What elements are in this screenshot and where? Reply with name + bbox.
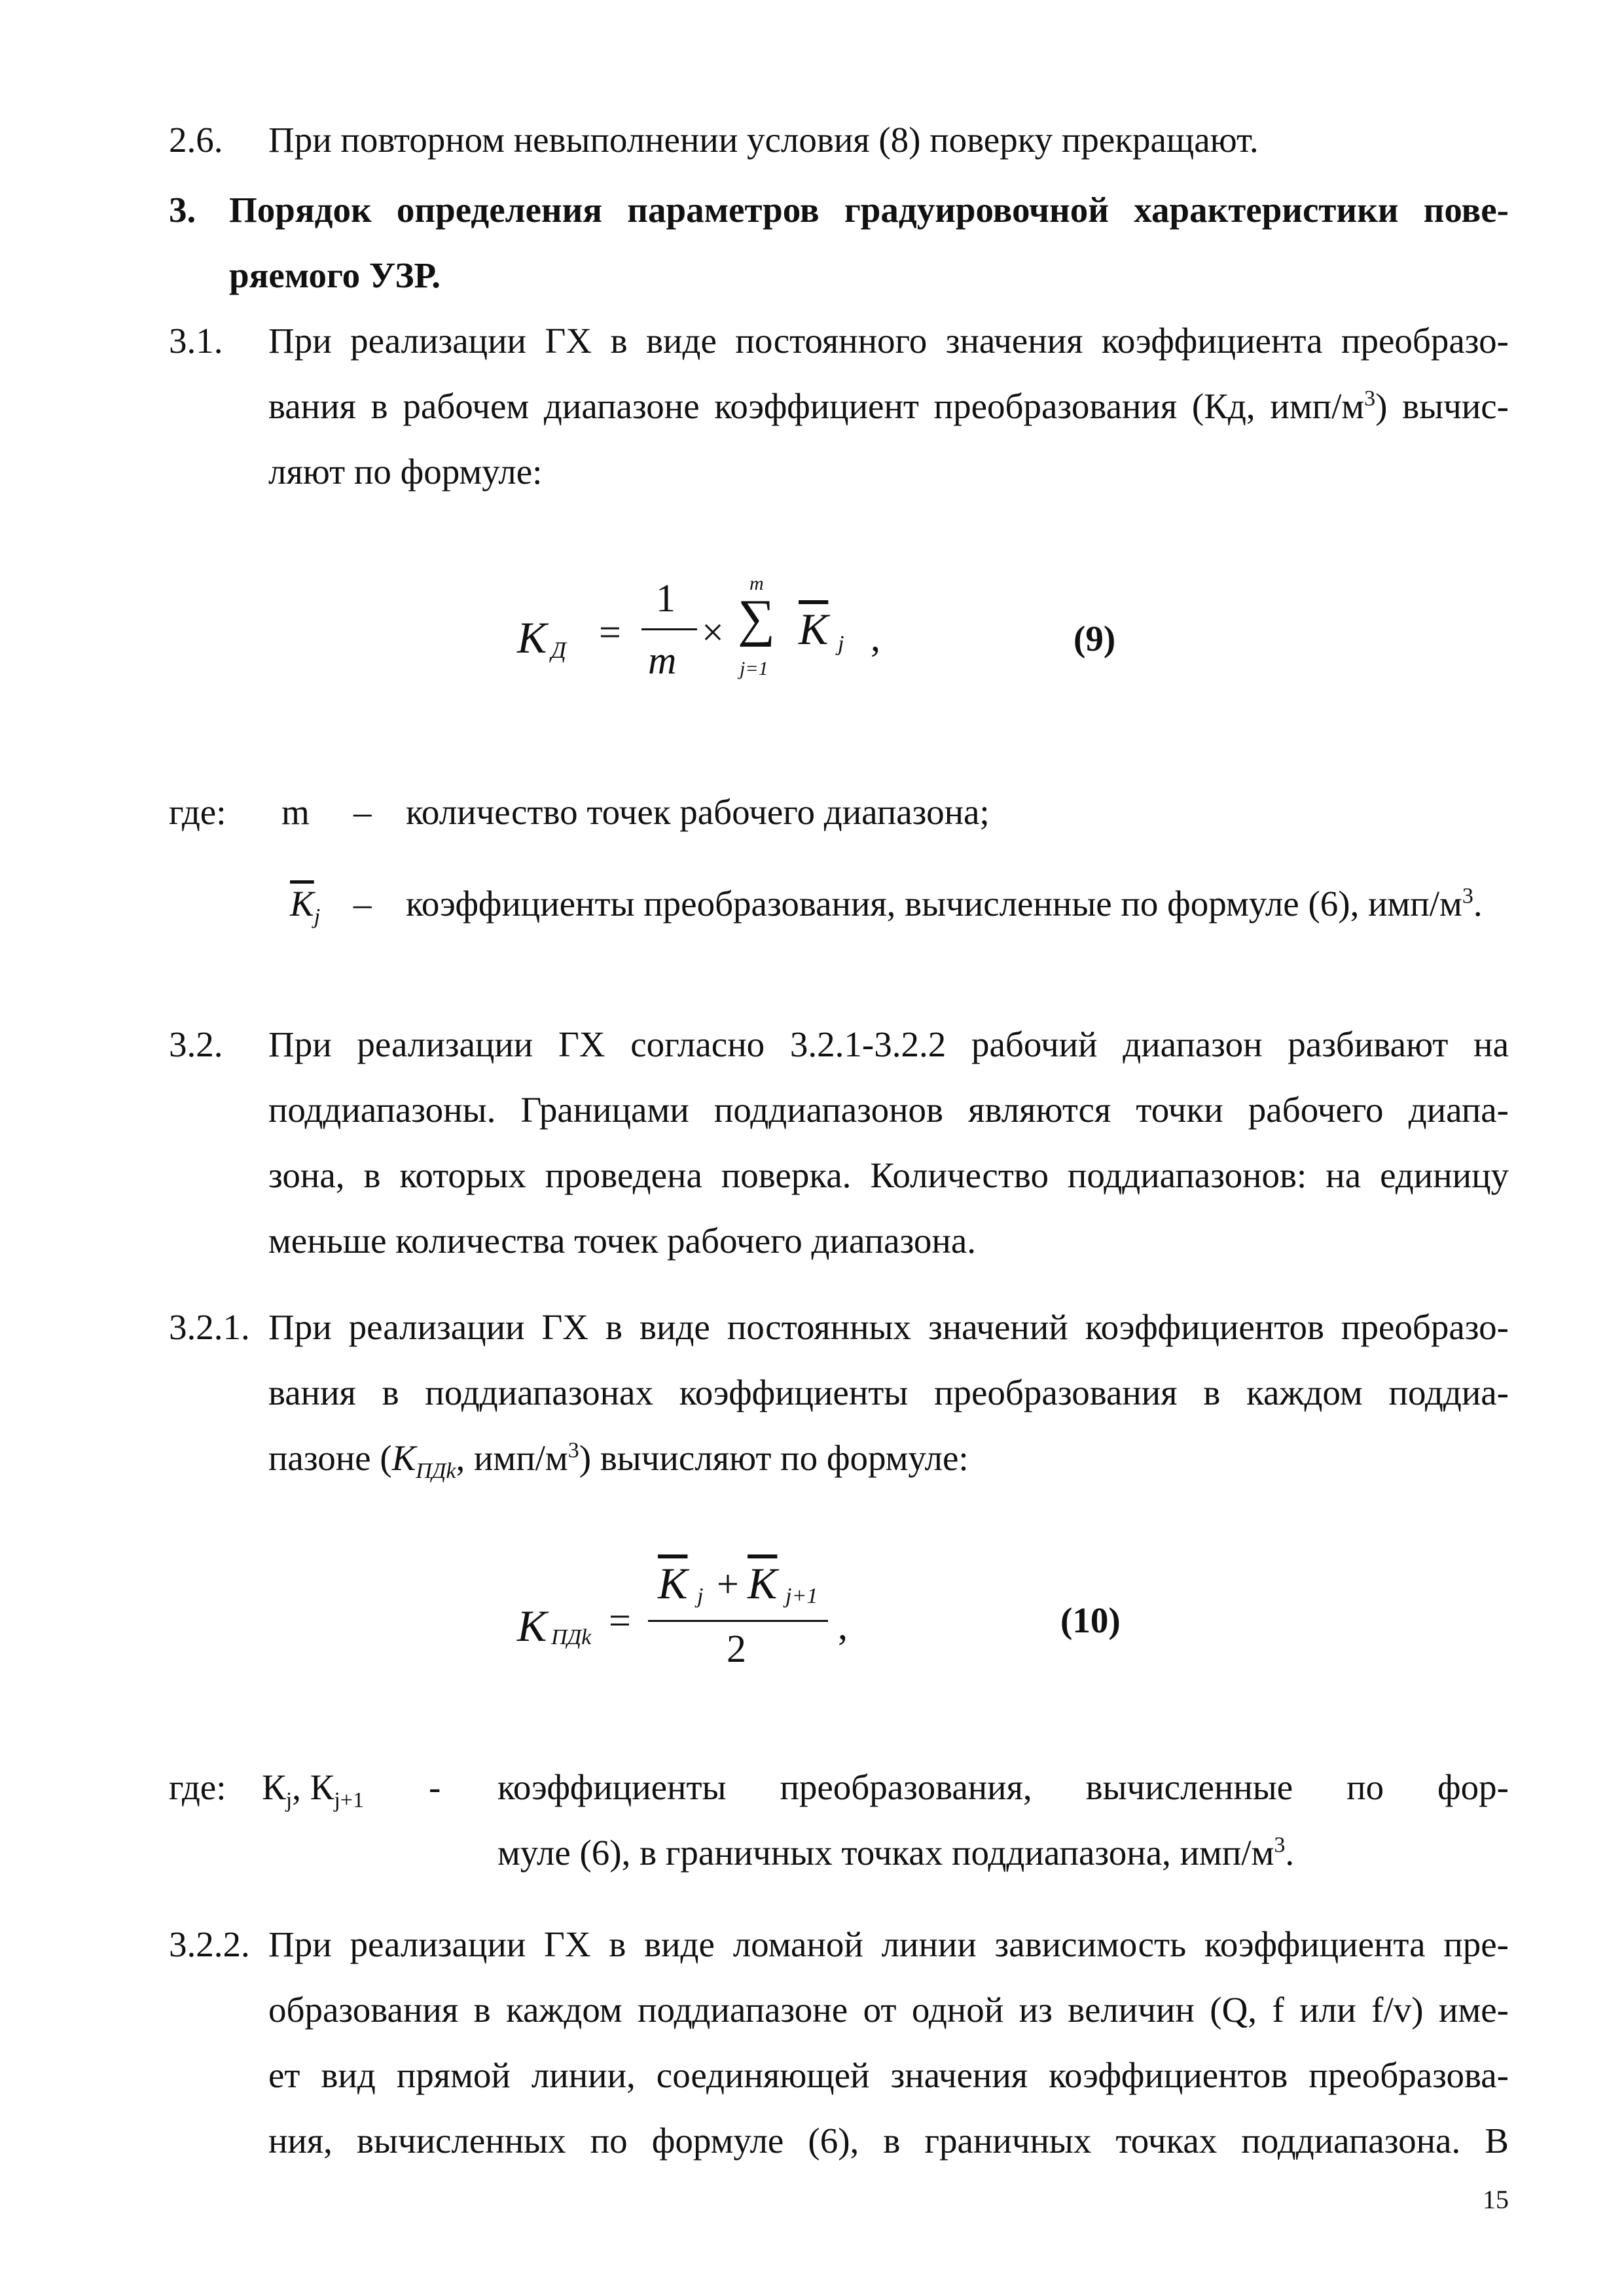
- paragraph-3-2-line4: меньше количества точек рабочего диапазона.: [268, 1221, 976, 1261]
- paragraph-3-2-2-line1: При реализации ГХ в виде ломаной линии зависимость коэффициента пре-: [268, 1924, 1509, 1964]
- where-9-symbol-kj: $\overline{K}_j$: [290, 884, 321, 929]
- paragraph-2-6-text: При повторном невыполнении условия (8) поверку прекращают.: [268, 120, 1259, 160]
- where-10-label: где:: [169, 1767, 226, 1807]
- paragraph-3-2-1-line2: вания в поддиапазонах коэффициенты преобразования в каждом поддиа-: [268, 1373, 1509, 1412]
- paragraph-3-2-1-number: 3.2.1.: [169, 1307, 250, 1347]
- paragraph-3-1-line3: ляют по формуле:: [268, 452, 543, 492]
- where-10-dash: -: [429, 1767, 441, 1807]
- where-10-symbols: $К_j$, $К_{j+1}$: [262, 1767, 364, 1812]
- paragraph-3-1-line1: При реализации ГХ в виде постоянного значения коэффициента преобразо-: [268, 321, 1509, 361]
- section-3-heading-line1: Порядок определения параметров градуировочной характеристики пове-: [229, 190, 1509, 230]
- paragraph-3-1-number: 3.1.: [169, 321, 223, 361]
- paragraph-3-2-line1: При реализации ГХ согласно 3.2.1-3.2.2 рабочий диапазон разбивают на: [268, 1024, 1509, 1064]
- where-9-dash-2: –: [353, 884, 372, 924]
- paragraph-3-2-line2: поддиапазоны. Границами поддиапазонов являются точки рабочего диапа-: [268, 1090, 1509, 1130]
- where-9-label: где:: [169, 792, 226, 832]
- where-9-desc-kj: коэффициенты преобразования, вычисленные по формуле (6), имп/$м^3$.: [406, 884, 1483, 924]
- formula-10: K ПДk = $\overline{K}$ j + $\overline{K}$ j+1 2 ,: [517, 1558, 848, 1670]
- where-10-desc-line2: муле (6), в граничных точках поддиапазона, имп/$м^3$.: [497, 1833, 1295, 1873]
- where-9-dash-1: –: [353, 792, 372, 832]
- paragraph-3-2-2-line2: образования в каждом поддиапазоне от одной из величин (Q, f или f/v) име-: [268, 1990, 1509, 2030]
- paragraph-3-2-1-line3: пазоне ($К_{ПДk}$, имп/$м^3$) вычисляют по формуле:: [268, 1438, 969, 1483]
- paragraph-3-2-line3: зона, в которых проведена поверка. Количество поддиапазонов: на единицу: [268, 1155, 1509, 1195]
- paragraph-3-2-1-line1: При реализации ГХ в виде постоянных значений коэффициентов преобразо-: [268, 1307, 1509, 1347]
- page-number: 15: [1483, 2185, 1509, 2214]
- where-9-symbol-m: m: [281, 792, 310, 832]
- formula-9-label: (9): [1074, 619, 1116, 658]
- section-3-number: 3.: [169, 190, 196, 230]
- paragraph-3-2-2-line4: ния, вычисленных по формуле (6), в граничных точках поддиапазона. В: [268, 2121, 1509, 2161]
- paragraph-2-6-number: 2.6.: [169, 120, 223, 160]
- formula-10-label: (10): [1060, 1600, 1121, 1640]
- paragraph-3-2-2-number: 3.2.2.: [169, 1924, 250, 1964]
- formula-9: K Д = 1 m × m ∑ j=1 $\overline{K}$ j ,: [517, 573, 880, 682]
- paragraph-3-2-2-line3: ет вид прямой линии, соединяющей значения коэффициентов преобразова-: [268, 2055, 1509, 2095]
- paragraph-3-2-number: 3.2.: [169, 1024, 223, 1064]
- section-3-heading-line2: ряемого УЗР.: [229, 255, 441, 295]
- paragraph-3-1-line2: вания в рабочем диапазоне коэффициент преобразования (Кд, имп/$м^3$) вычис-: [268, 386, 1509, 426]
- where-10-desc-line1: коэффициенты преобразования, вычисленные по фор-: [497, 1767, 1509, 1807]
- where-9-desc-m: количество точек рабочего диапазона;: [406, 792, 990, 832]
